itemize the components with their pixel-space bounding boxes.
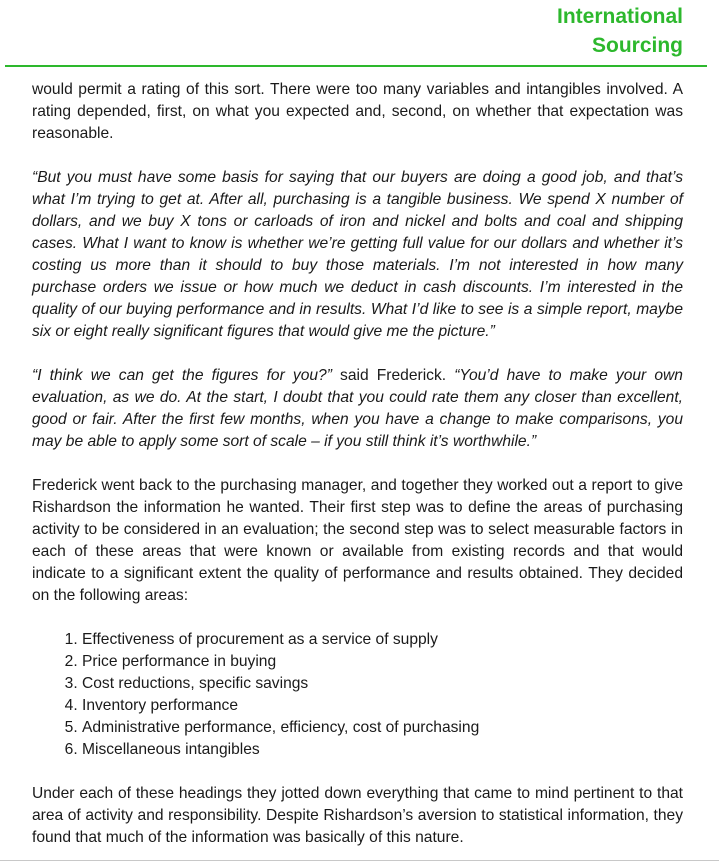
- page-header: [0, 0, 719, 66]
- header-title: [557, 2, 683, 60]
- list-item: 5. Administrative performance, efficiency, cost of purchasing: [82, 717, 683, 739]
- page-bottom-edge: [0, 860, 719, 861]
- paragraph-5: Under each of these headings they jotted down everything that came to mind pertinent to that area of activity and responsibility. Despite Rishardson’s aversion to statistical information, they found that much of the information was basically of this nature.: [32, 785, 683, 846]
- header-title-line1: International: [556, 5, 683, 28]
- areas-list: [32, 629, 683, 761]
- list-item: 4. Inventory performance: [82, 695, 683, 717]
- paragraph-1: would permit a rating of this sort. There were too many variables and intangibles involved. A rating depended, first, on what you expected and, second, on whether that expectation was reasonable.: [32, 81, 683, 142]
- paragraph-3-quote-a: “I think we can get the figures for you?”: [32, 367, 332, 384]
- paragraph-3: [32, 365, 683, 453]
- header-title-line2: Sourcing: [591, 34, 683, 57]
- paragraph-4: Frederick went back to the purchasing manager, and together they worked out a report to give Rishardson the information he wanted. Their first step was to define the areas of purchasing activity to be considered in an evaluation; the second step was to select measurable factors in each of these areas that were known or available from existing records and that would indicate to a significant extent the quality of performance and results obtained. They decided on the following areas:: [32, 477, 683, 604]
- paragraph-3-narration: said Frederick.: [331, 367, 455, 384]
- list-item: 3. Cost reductions, specific savings: [82, 673, 683, 695]
- paragraph-2-quote: “But you must have some basis for saying that our buyers are doing a good job, and that’s what I’m trying to get at. After all, purchasing is a tangible business. We spend X number of dollars, and we buy X tons or carloads of iron and nickel and bolts and coal and shipping cases. What I want to know is whether we’re getting full value for our dollars and whether it’s costing us more than it should to buy those materials. I’m not interested in how many purchase orders we issue or how much we deduct in cash discounts. I’m interested in the quality of our buying performance and in results. What I’d like to see is a simple report, maybe six or eight really significant figures that would give me the picture.”: [32, 169, 683, 340]
- paragraph-3-quote-b: “You’d have to make your own evaluation, as we do. At the start, I doubt that you could rate them any closer than excellent, good or fair. After the first few months, when you have a change to make comparisons, you may be able to apply some sort of scale – if you still think it’s worthwhile.”: [32, 367, 683, 450]
- list-item: 1. Effectiveness of procurement as a service of supply: [82, 629, 683, 651]
- list-item: 2. Price performance in buying: [82, 651, 683, 673]
- list-item: 6. Miscellaneous intangibles: [82, 739, 683, 761]
- header-divider: [5, 65, 707, 67]
- document-body: [32, 79, 683, 849]
